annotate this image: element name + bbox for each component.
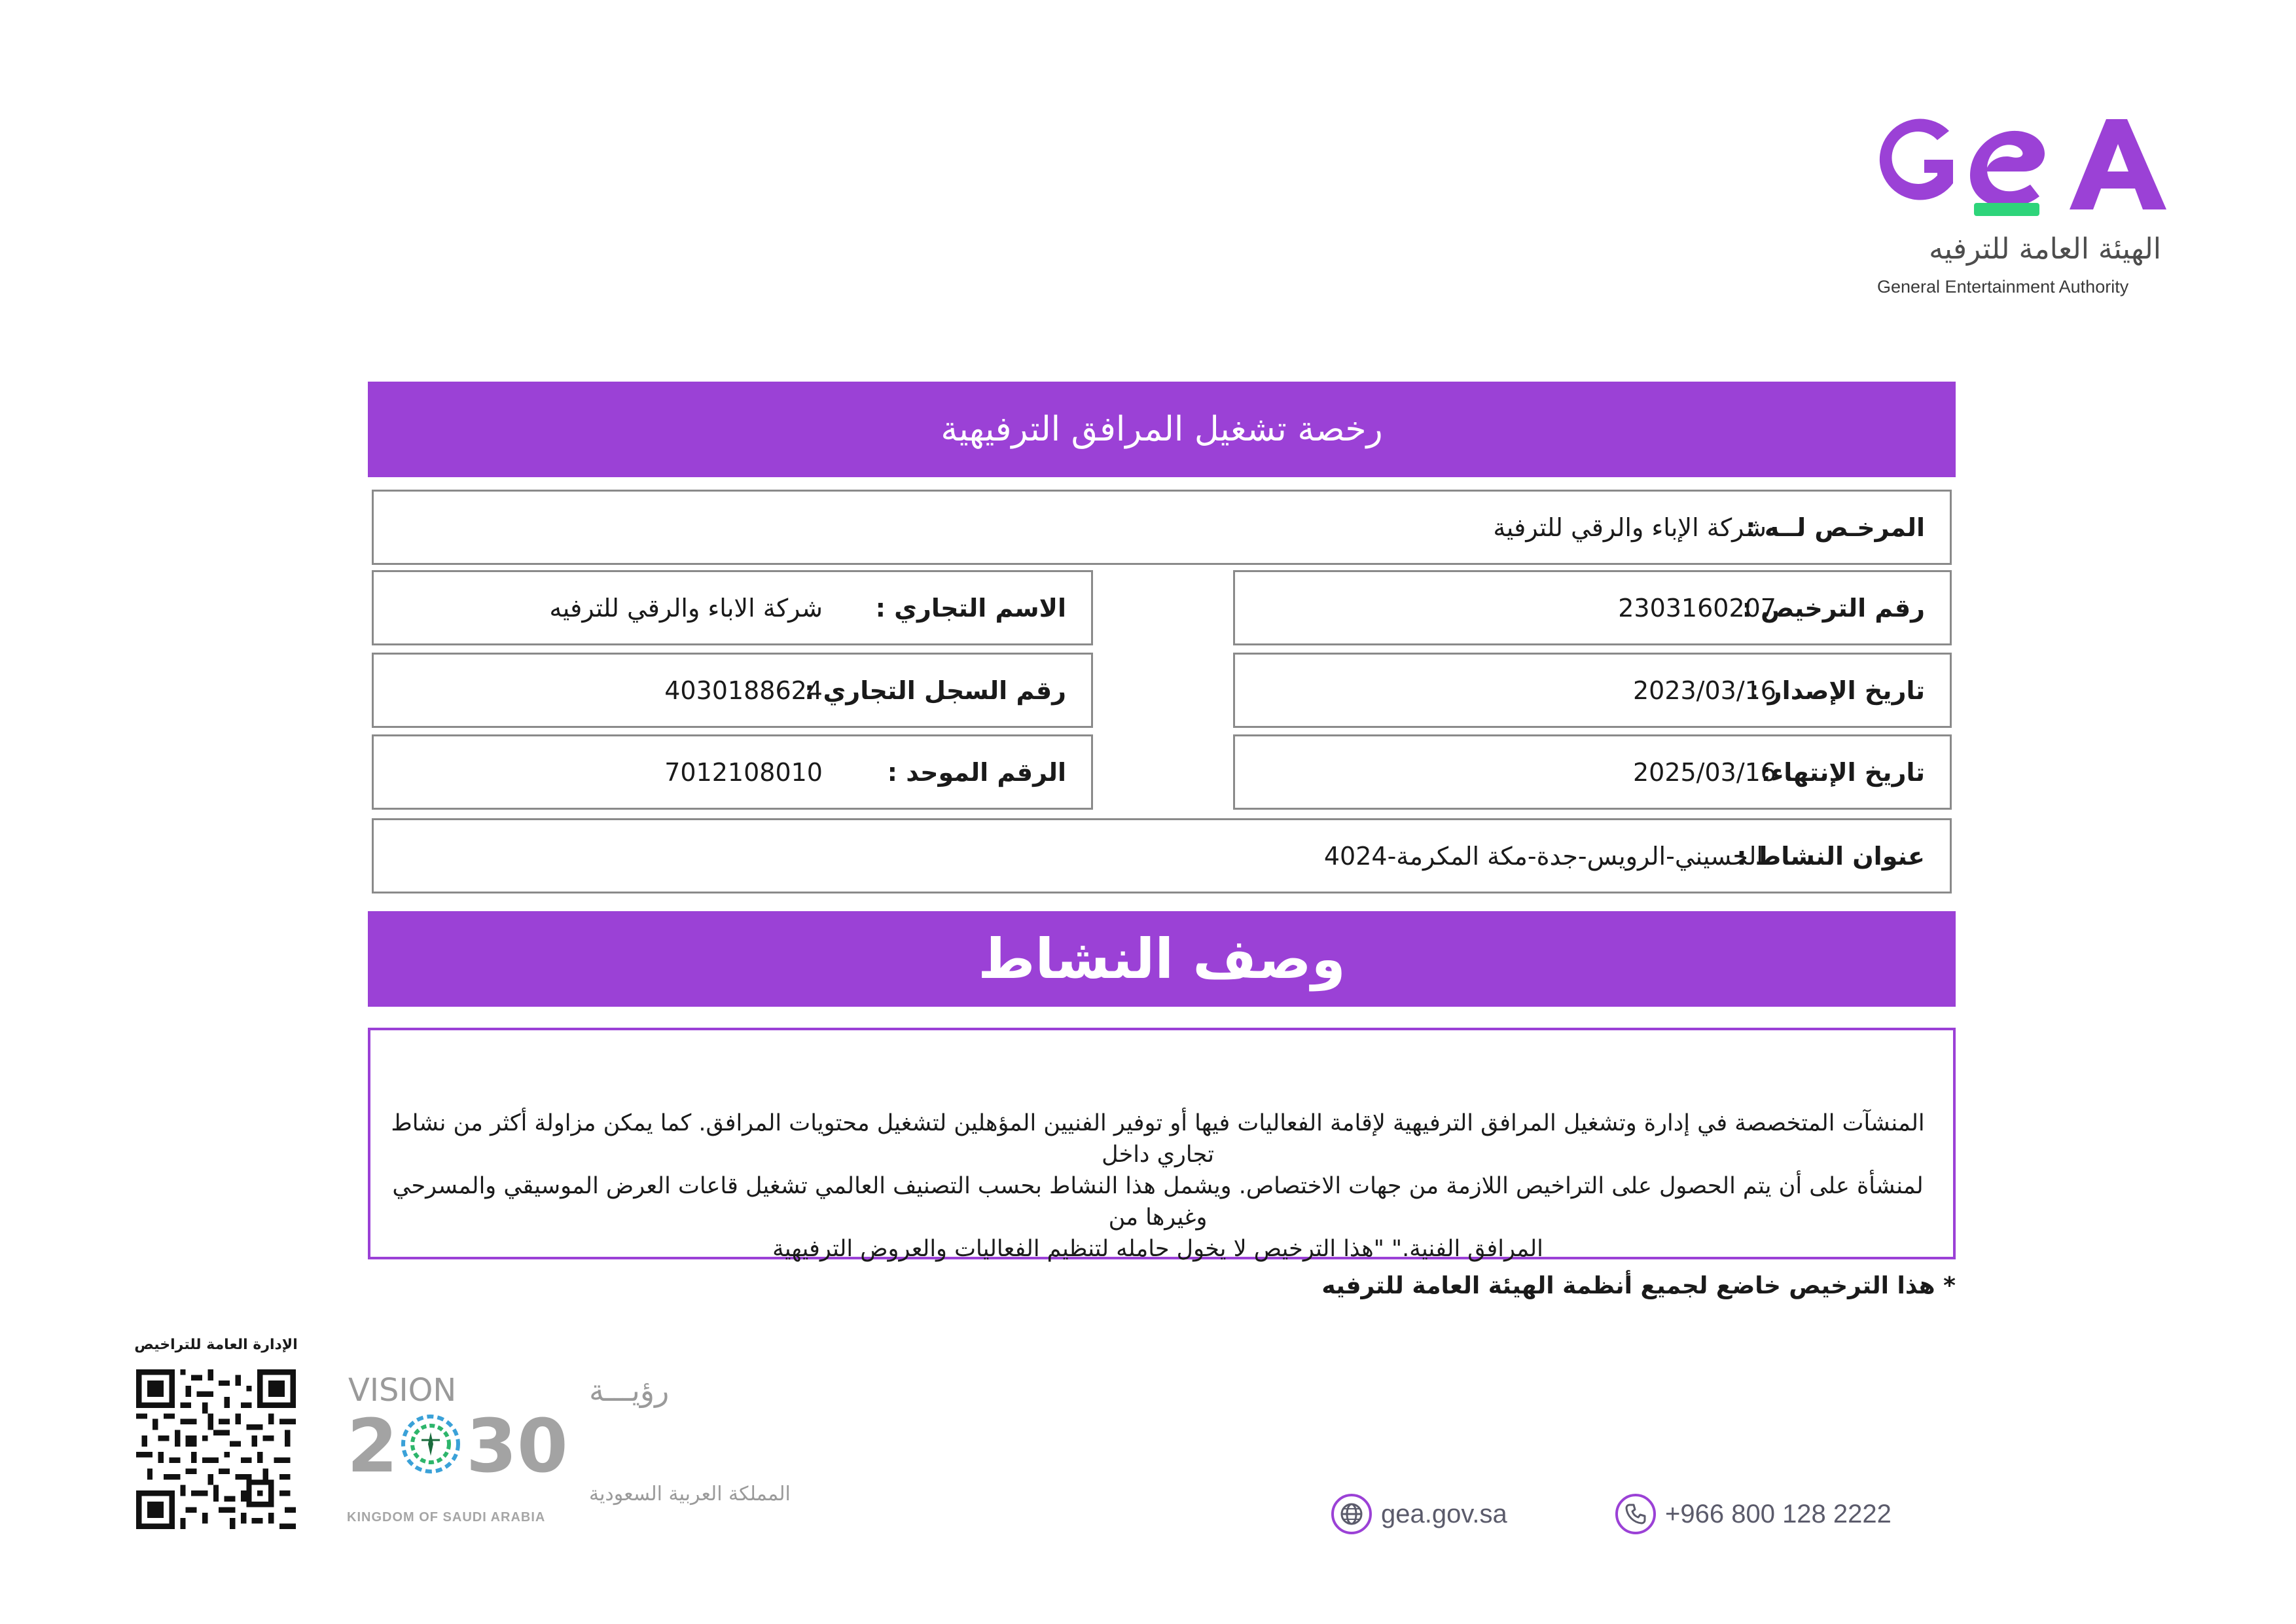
description-line-3: المرافق الفنية." "هذا الترخيص لا يخول حامله لتنظيم الفعاليات والعروض الترفيهية	[772, 1236, 1543, 1262]
vision-kingdom-ar: المملكة العربية السعودية	[589, 1483, 791, 1506]
licensee-value: شركة الإباء والرقي للترفية	[1493, 513, 1767, 542]
activity-description-text	[386, 1108, 1929, 1265]
license-number-field	[1233, 570, 1952, 645]
vision-kingdom-en: KINGDOM OF SAUDI ARABIA	[347, 1510, 546, 1525]
logo-english-name: General Entertainment Authority	[1877, 277, 2129, 297]
vision-2030-logo	[346, 1365, 791, 1529]
unified-number-label: الرقم الموحد :	[887, 757, 1066, 787]
gea-logo	[1872, 92, 2166, 308]
unified-number-field	[372, 734, 1093, 810]
vision-year-30: 30	[466, 1404, 568, 1489]
expiry-date-field	[1233, 734, 1952, 810]
vision-word: VISION	[348, 1372, 457, 1409]
licensee-label: المرخـص لــه :	[1746, 513, 1925, 542]
expiry-date-value: 2025/03/16	[1632, 757, 1776, 787]
vision-2030-emblem	[346, 1365, 791, 1529]
website-link[interactable]: gea.gov.sa	[1381, 1499, 1507, 1528]
license-title: رخصة تشغيل المرافق الترفيهية	[941, 410, 1383, 449]
website-contact[interactable]	[1331, 1494, 1507, 1534]
qr-title: الإدارة العامة للتراخيص	[134, 1337, 298, 1353]
vision-arabic: رؤيـــة	[589, 1373, 670, 1408]
trade-name-field	[372, 570, 1093, 645]
trade-name-label: الاسم التجاري :	[875, 593, 1066, 623]
vision-palm-emblem	[403, 1416, 458, 1471]
licensee-field	[372, 490, 1952, 565]
phone-contact[interactable]	[1615, 1494, 1892, 1534]
phone-icon	[1615, 1494, 1656, 1534]
activity-address-value: الحسيني-الرويس-جدة-مكة المكرمة-4024	[1323, 841, 1763, 871]
activity-address-field	[372, 818, 1952, 893]
description-line-2: لمنشأة على أن يتم الحصول على التراخيص اللازمة من جهات الاختصاص. ويشمل هذا النشاط بحسب التصنيف العالمي تشغيل قاعات العرض الموسيقي والمسرحي وغيرها من	[392, 1173, 1924, 1231]
cr-number-label: رقم السجل التجاري :	[804, 676, 1066, 705]
qr-code[interactable]	[136, 1369, 296, 1529]
issue-date-field	[1233, 653, 1952, 728]
trade-name-value: شركة الاباء والرقي للترفيه	[549, 593, 823, 623]
activity-description-heading: وصف النشاط	[978, 927, 1346, 991]
issue-date-label: تاريخ الإصدار :	[1749, 676, 1925, 705]
gea-logo-mark	[1872, 92, 2166, 223]
unified-number-value: 7012108010	[664, 757, 823, 787]
vision-year-2: 2	[347, 1404, 398, 1489]
activity-address-label: عنوان النشاط :	[1736, 841, 1925, 871]
issue-date-value: 2023/03/16	[1632, 676, 1776, 705]
license-number-value: 2303160207	[1618, 593, 1776, 623]
description-line-1: المنشآت المتخصصة في إدارة وتشغيل المرافق الترفيهية لإقامة الفعاليات فيها أو توفير الفنيين المؤهلين لتشغيل محتويات المرافق. كما يمكن مزاولة أكثر من نشاط تجاري داخل	[391, 1110, 1925, 1168]
expiry-date-label: تاريخ الإنتهاء:	[1761, 757, 1925, 787]
activity-description-box	[368, 1028, 1956, 1262]
activity-description-banner	[368, 911, 1956, 1007]
license-title-banner	[368, 382, 1956, 477]
license-number-label: رقم الترخيص :	[1742, 593, 1925, 623]
cr-number-field	[372, 653, 1093, 728]
regulation-note: * هذا الترخيص خاضع لجميع أنظمة الهيئة العامة للترفيه	[1321, 1272, 1956, 1299]
cr-number-value: 4030188624	[664, 676, 823, 705]
logo-arabic-name: الهيئة العامة للترفيه	[1929, 232, 2161, 266]
globe-icon	[1331, 1494, 1372, 1534]
phone-number[interactable]: +966 800 128 2222	[1665, 1499, 1892, 1528]
